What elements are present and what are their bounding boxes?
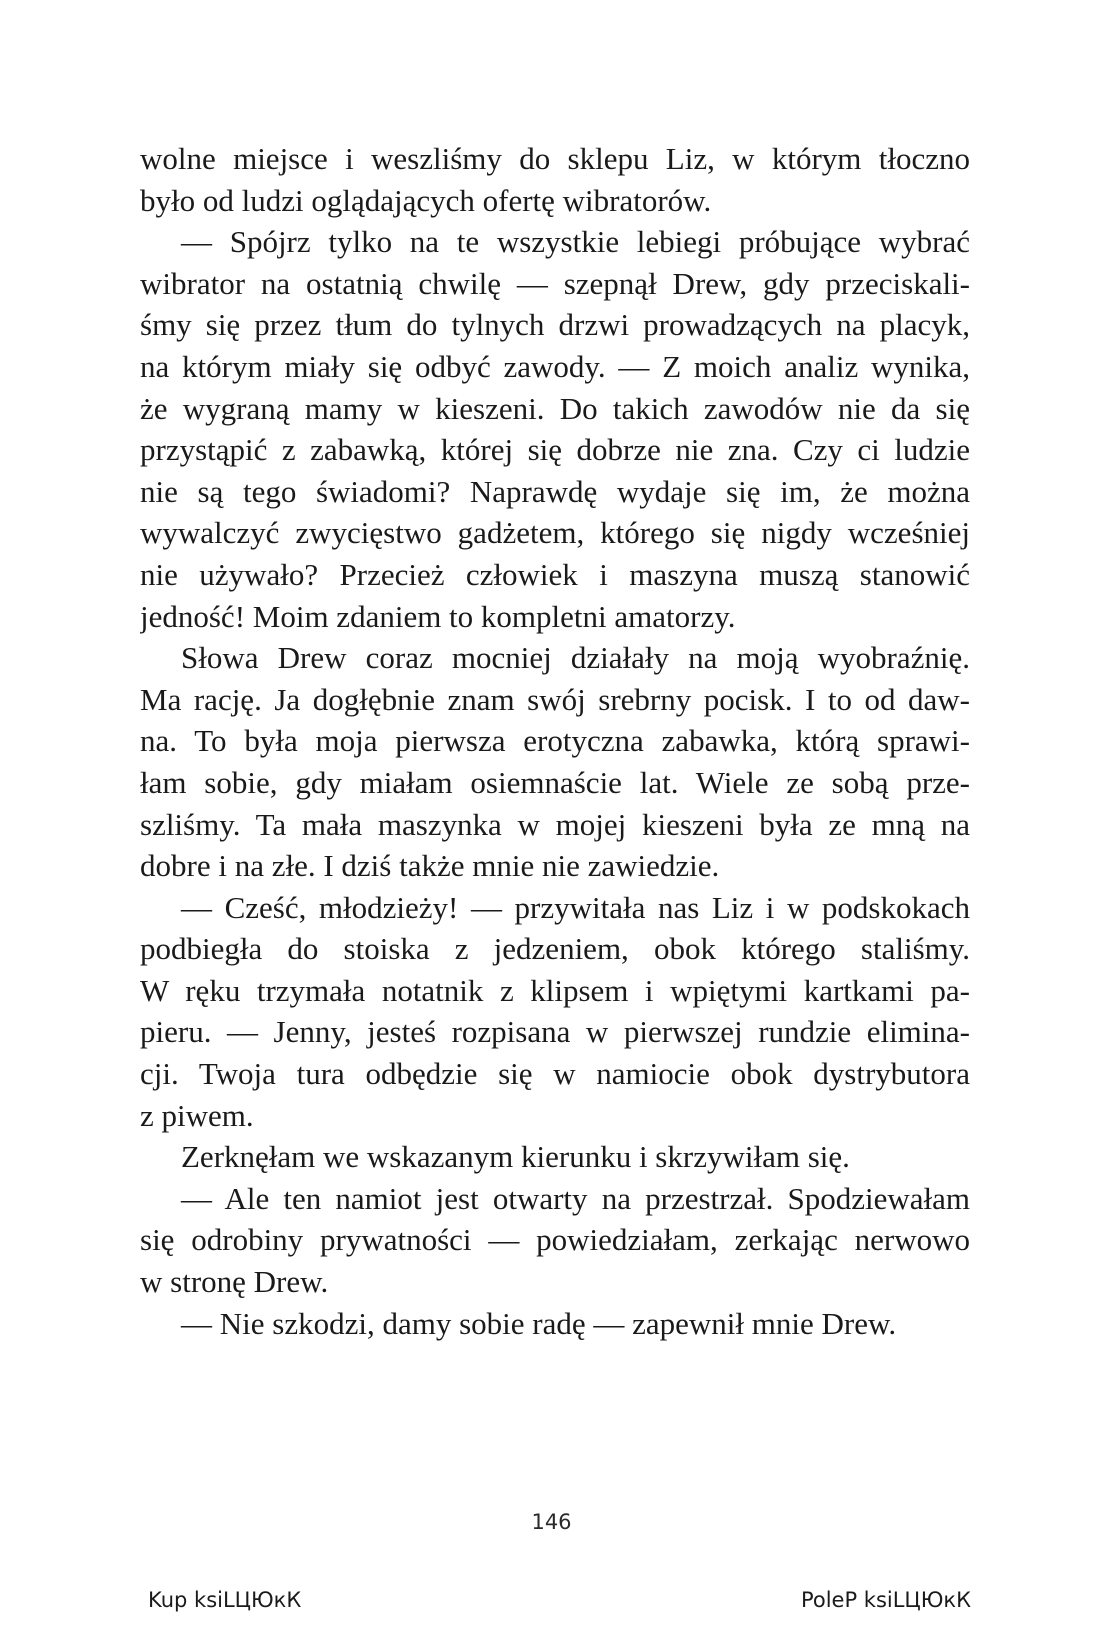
- footer-left-link[interactable]: Kup ksiLЦЮкК: [148, 1588, 302, 1612]
- page-number: 146: [531, 1510, 572, 1534]
- text-line: szliśmy. Ta mała maszynka w mojej kieszeni była ze mną na: [140, 806, 970, 842]
- text-line: — Cześć, młodzieży! — przywitała nas Liz i w podskokach: [181, 889, 970, 925]
- text-line: było od ludzi oglądających ofertę wibratorów.: [140, 182, 712, 218]
- text-line: — Nie szkodzi, damy sobie radę — zapewnił mnie Drew.: [181, 1305, 897, 1341]
- text-line: na. To była moja pierwsza erotyczna zabawka, którą sprawi-: [140, 723, 970, 759]
- text-line: śmy się przez tłum do tylnych drzwi prowadzących na placyk,: [140, 307, 970, 343]
- text-line: Słowa Drew coraz mocniej działały na moją wyobraźnię.: [181, 640, 970, 676]
- text-line: z piwem.: [140, 1097, 254, 1133]
- text-line: Ma rację. Ja dogłębnie znam swój srebrny pocisk. I to od daw-: [140, 681, 970, 717]
- footer-right-link[interactable]: PoleP ksiLЦЮкК: [800, 1588, 971, 1612]
- text-line: pieru. — Jenny, jesteś rozpisana w pierwszej rundzie elimina-: [140, 1014, 970, 1050]
- text-line: W ręku trzymała notatnik z klipsem i wpiętymi kartkami pa-: [140, 972, 970, 1008]
- text-line: wywalczyć zwycięstwo gadżetem, którego się nigdy wcześniej: [140, 515, 970, 551]
- text-line: — Spójrz tylko na te wszystkie lebiegi próbujące wybrać: [181, 224, 970, 260]
- text-line: cji. Twoja tura odbędzie się w namiocie obok dystrybutora: [140, 1056, 970, 1092]
- page-body-text: [140, 138, 970, 1344]
- text-line: Zerknęłam we wskazanym kierunku i skrzywiłam się.: [181, 1139, 850, 1175]
- text-line: na którym miały się odbyć zawody. — Z moich analiz wynika,: [140, 348, 970, 384]
- text-line: nie są tego świadomi? Naprawdę wydaje się im, że można: [140, 473, 970, 509]
- text-line: wibrator na ostatnią chwilę — szepnął Drew, gdy przeciskali-: [140, 265, 970, 301]
- text-line: podbiegła do stoiska z jedzeniem, obok którego staliśmy.: [140, 931, 970, 967]
- text-line: w stronę Drew.: [140, 1264, 329, 1300]
- text-line: dobre i na złe. I dziś także mnie nie zawiedzie.: [140, 848, 720, 884]
- text-line: że wygraną mamy w kieszeni. Do takich zawodów nie da się: [140, 390, 970, 426]
- text-line: jedność! Moim zdaniem to kompletni amatorzy.: [140, 598, 736, 634]
- text-line: przystąpić z zabawką, której się dobrze nie zna. Czy ci ludzie: [140, 432, 970, 468]
- text-line: się odrobiny prywatności — powiedziałam, zerkając nerwowo: [140, 1222, 970, 1258]
- text-line: — Ale ten namiot jest otwarty na przestrzał. Spodziewałam: [181, 1180, 970, 1216]
- text-line: wolne miejsce i weszliśmy do sklepu Liz, w którym tłoczno: [140, 141, 970, 176]
- text-line: nie używało? Przecież człowiek i maszyna muszą stanowić: [140, 556, 970, 592]
- text-line: łam sobie, gdy miałam osiemnaście lat. Wiele ze sobą prze-: [140, 764, 970, 800]
